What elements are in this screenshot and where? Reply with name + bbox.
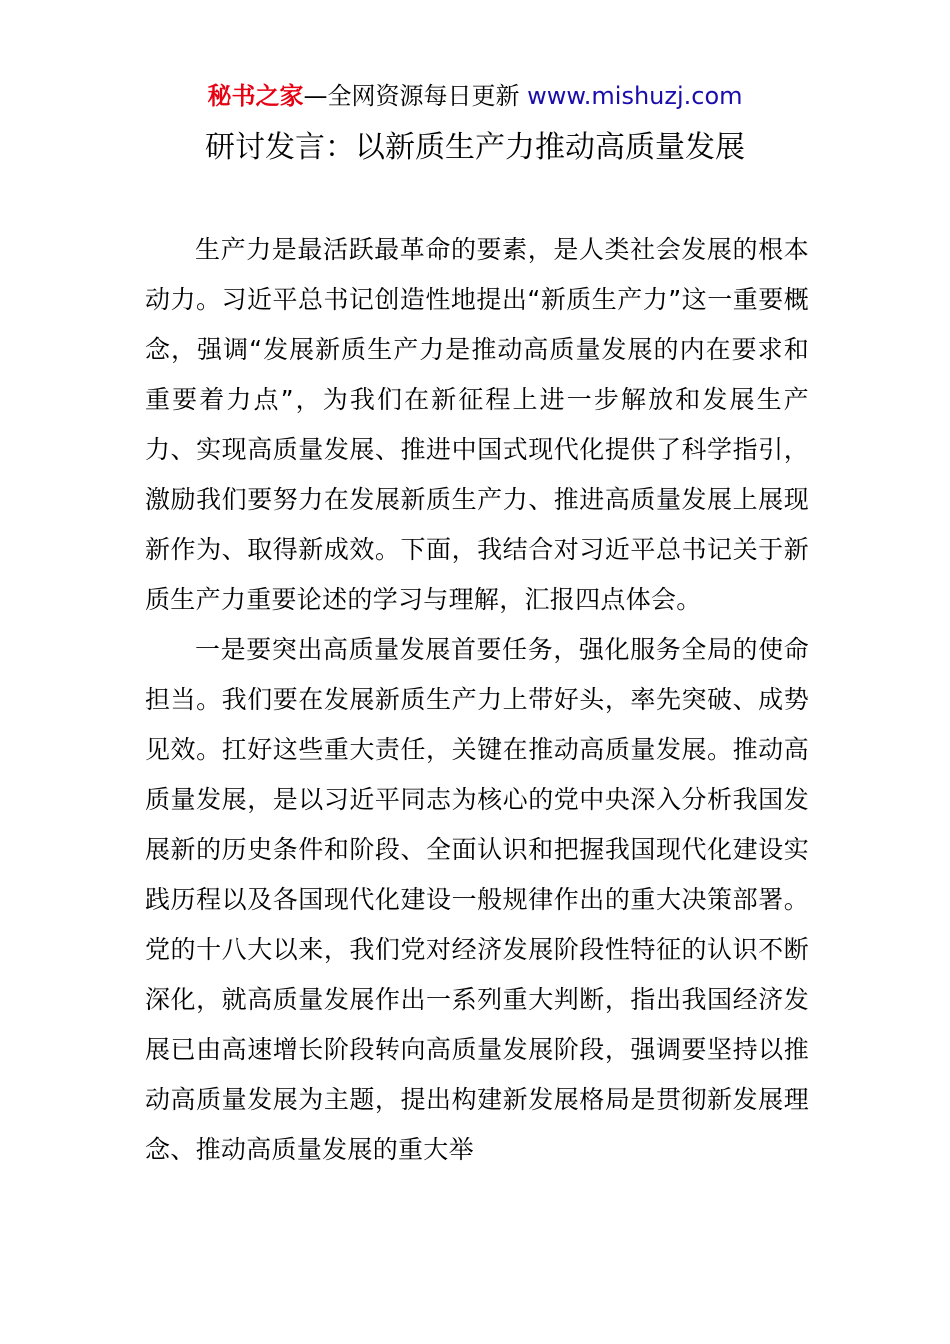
document-title: 研讨发言：以新质生产力推动高质量发展 [205, 130, 745, 165]
site-brand: 秘书之家 [207, 82, 304, 110]
site-header [0, 80, 950, 112]
paragraph-intro: 生产力是最活跃最革命的要素，是人类社会发展的根本动力。习近平总书记创造性地提出“新质生产力”这一重要概念，强调“发展新质生产力是推动高质量发展的内在要求和重要着力点”，为我们在新征程上进一步解放和发展生产力、实现高质量发展、推进中国式现代化提供了科学指引，激励我们要努力在发展新质生产力、推进高质量发展上展现新作为、取得新成效。下面，我结合对习近平总书记关于新质生产力重要论述的学习与理解，汇报四点体会。 [145, 235, 809, 614]
document-body [145, 225, 809, 1175]
site-tagline: —全网资源每日更新 [303, 82, 520, 110]
paragraph-point-one: 一是要突出高质量发展首要任务，强化服务全局的使命担当。我们要在发展新质生产力上带好头，率先突破、成势见效。扛好这些重大责任，关键在推动高质量发展。推动高质量发展，是以习近平同志为核心的党中央深入分析我国发展新的历史条件和阶段、全面认识和把握我国现代化建设实践历程以及各国现代化建设一般规律作出的重大决策部署。党的十八大以来，我们党对经济发展阶段性特征的认识不断深化，就高质量发展作出一系列重大判断，指出我国经济发展已由高速增长阶段转向高质量发展阶段，强调要坚持以推动高质量发展为主题，提出构建新发展格局是贯彻新发展理念、推动高质量发展的重大举 [145, 635, 809, 1164]
site-url-link[interactable]: www.mishuzj.com [527, 82, 743, 110]
